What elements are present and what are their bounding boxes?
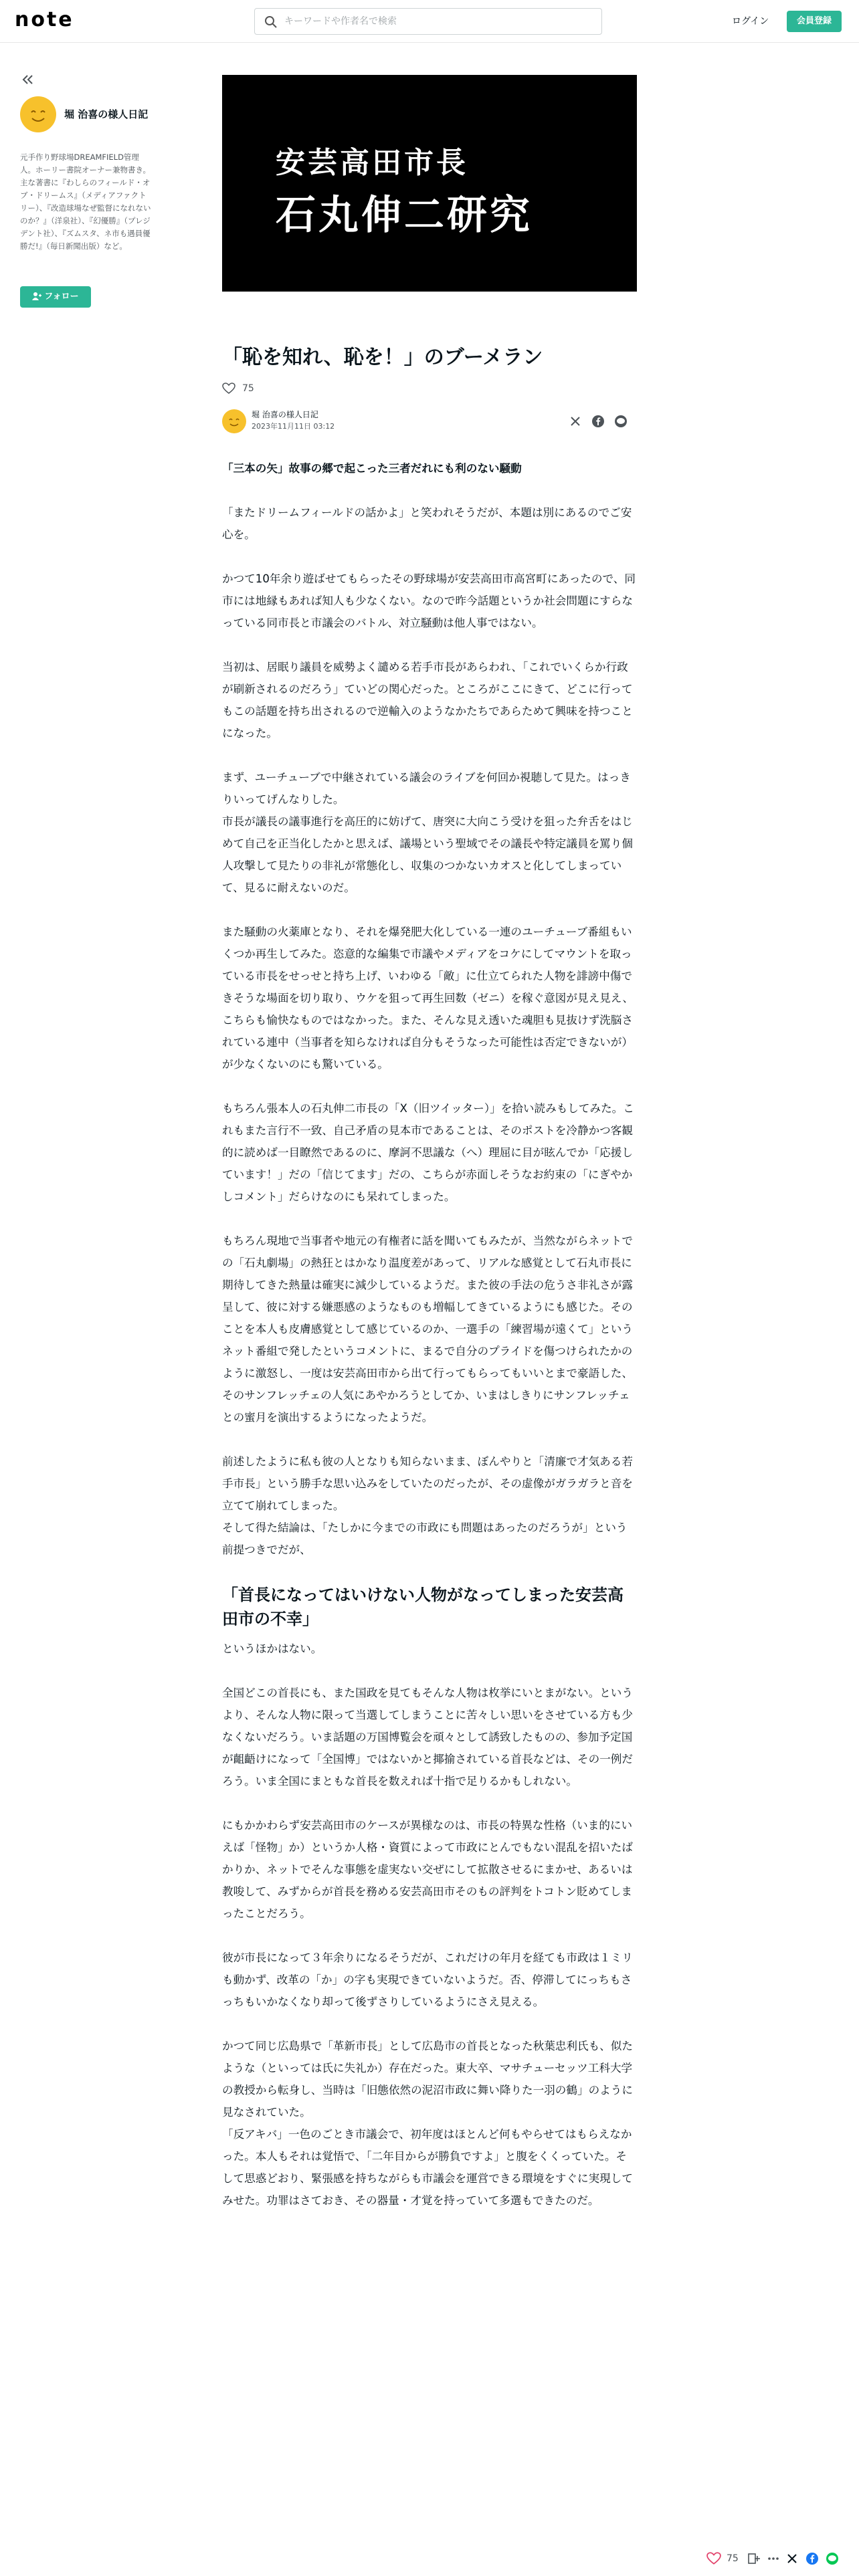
search-input[interactable] (284, 9, 592, 34)
note-logo[interactable]: note (15, 8, 74, 31)
hero-image (222, 75, 637, 292)
x-share-icon[interactable] (569, 415, 582, 428)
add-user-icon (32, 292, 41, 300)
paragraph-5: また騒動の火薬庫となり、それを爆発肥大化している一連のユーチューブ番組もいくつか再生してみた。恣意的な編集で市議やメディアをコケにしてマウントを取っている市長をせっせと持ち上げ、いわゆる「敵」に仕立てられた人物を誹謗中傷できそうな場面を切り取り、ウケを狙って再生回数（ゼニ）を稼ぐ意図が見え見え、こちらも愉快なものではなかった。また、そんな見え透いた魂胆も見抜けず洗脳されている連中（当事者を知らなければ自分もそうなった可能性は否定できないが）が少なくないのにも驚いている。 (222, 926, 634, 1071)
paragraph-8: 前述したように私も彼の人となりも知らないまま、ぼんやりと「清廉で才気ある若手市長」という勝手な思い込みをしていたのだったが、その虚像がガラガラと音を立てて崩れてしまった。 そして得た結論は、「たしかに今までの市政にも問題はあったのだろうが」という前提つきでだが、 (222, 1455, 633, 1556)
facebook-share-icon[interactable] (591, 415, 605, 428)
collapse-sidebar-icon[interactable] (20, 72, 35, 87)
article-main (222, 75, 637, 2234)
magazine-add-icon[interactable] (747, 2552, 760, 2565)
paragraph-6: もちろん張本人の石丸伸二市長の「X（旧ツイッター）」を拾い読みもしてみた。これもまた言行不一致、自己矛盾の見本市であることは、そのポストを冷静かつ客観的に読めば一目瞭然であるのに、摩訶不思議な（へ）理屈に目が眩んでか「応援しています！」だの「信じてます」だの、こちらが赤面しそうなお約束の「にぎやかしコメント」だらけなのにも呆れてしまった。 (222, 1102, 634, 1203)
more-options-icon[interactable] (767, 2552, 780, 2565)
like-count: 75 (242, 383, 254, 394)
signup-button[interactable]: 会員登録 (787, 11, 842, 32)
global-header (0, 0, 859, 43)
like-row (222, 381, 637, 396)
author-name[interactable]: 堀 治喜の様人日記 (252, 410, 318, 419)
sidebar-avatar[interactable] (20, 96, 56, 132)
sidebar-author-name[interactable]: 堀 治喜の様人日記 (64, 108, 149, 120)
paragraph-1: 「またドリームフィールドの話かよ」と笑われそうだが、本題は別にあるのでご安心を。 (222, 506, 632, 541)
follow-button[interactable] (20, 286, 91, 308)
float-like-count: 75 (727, 2553, 739, 2564)
section-heading: 「首長になってはいけない人物がなってしまった安芸高田市の不幸」 (222, 1586, 624, 1628)
float-line-share-icon[interactable] (826, 2552, 839, 2565)
smiley-small-icon (222, 409, 246, 433)
heart-icon[interactable] (222, 383, 235, 395)
hero-line1: 安芸高田市長 (276, 146, 468, 180)
float-heart-icon[interactable] (706, 2552, 721, 2565)
login-link[interactable]: ログイン (732, 16, 769, 27)
line-share-icon[interactable] (614, 415, 628, 428)
sidebar-author-bio: 元手作り野球場DREAMFIELD管理人。ホーリー書院オーナー兼物書き。主な著書に『わしらのフィールド・オブ・ドリームス』（メディアファクトリー）、『改造球場なぜ監督になれないのか？』（洋泉社）、『幻優勝』（プレジデント社）、『ズムスタ、ネ市も遇員優勝だ!』（毎日新聞出版）など。 (20, 152, 151, 251)
author-meta (222, 408, 637, 435)
paragraph-13: かつて同じ広島県で「革新市長」として広島市の首長となった秋葉忠利氏も、似たような（といっては氏に失礼か）存在だった。東大卒、マサチューセッツ工科大学の教授から転身し、当時は「旧態依然の泥沼市政に舞い降りた一羽の鶴」のように見なされていた。 「反アキバ」一色のごとき市議会で、初年度はほとんど何もやらせてはもらえなかった。本人もそれは覚悟で、「二年目からが勝負ですよ」と腹をくくっていた。そして思惑どおり、緊張感を持ちながらも市議会を運営できる環境をすぐに実現してみせた。功罪はさておき、その器量・才覚を持っていて多選もできたのだ。 (222, 2040, 633, 2207)
paragraph-10: 全国どこの首長にも、また国政を見てもそんな人物は枚挙にいとまがない。というより、そんな人物に限って当選してしまうことに苦々しい思いをさせている方も少なくないだろう。いま話題の万国博覧会を頑々として誘致したものの、参加予定国が齟齬けになって「全国博」ではないかと揶揄されている首長などは、その一例だろう。いま全国にまともな首長を数えれば十指で足りるかもしれない。 (222, 1687, 633, 1788)
float-facebook-share-icon[interactable] (805, 2552, 819, 2565)
search-icon (264, 15, 278, 29)
article-body (222, 457, 637, 2212)
paragraph-3: 当初は、居眠り議員を威勢よく譴める若手市長があらわれ、「これでいくらか行政が刷新されるのだろう」ていどの関心だった。ところがここにきて、どこに行ってもこの話題を持ち出されるので逆輸入のようなかたちであらためて興味を持つことになった。 (222, 661, 633, 740)
hero-line2: 石丸伸二研究 (276, 192, 533, 239)
article-lead: 「三本の矢」故事の郷で起こった三者だれにも利のない騒動 (222, 462, 522, 475)
paragraph-2: かつて10年余り遊ばせてもらったその野球場が安芸高田市高宮町にあったので、同市には地縁もあれば知人も少なくない。なので昨今話題というか社会問題にすらなっている同市長と市議会のバトル、対立騒動は他人事ではない。 (222, 572, 636, 629)
paragraph-4: まず、ユーチューブで中継されている議会のライブを何回か視聴して見た。はっきりいってげんなりした。 市長が議長の議事進行を高圧的に妨げて、唐突に大向こう受けを狙った弁舌をはじめて自己を正当化したかと思えば、議場という聖域でその議長や特定議員を罵り個人攻撃して見たりの非礼が常態化し、収集のつかないカオスと化してしまっていて、見るに耐えないのだ。 (222, 771, 633, 894)
article-title: 「恥を知れ、恥を！」のブーメラン (222, 346, 543, 369)
smiley-avatar-icon (20, 96, 56, 132)
paragraph-7: もちろん現地で当事者や地元の有権者に話を聞いてもみたが、当然ながらネットでの「石丸劇場」の熱狂とはかなり温度差があって、リアルな感覚として石丸市長に期待してきた熱量は確実に減少しているようだ。また彼の手法の危うさ非礼さが露呈して、彼に対する嫌悪感のようなものも増幅してきているようにも感じた。そのことを本人も皮膚感覚として感じているのか、一選手の「練習場が遠くて」というネット番組で発したというコメントに、まるで自分のプライドを傷つけられたかのように激怒し、一度は安芸高田市から出て行ってもらってもいいとまで豪語した、そのサンフレッチェの人気にあやかろうとしてか、いまはしきりにサンフレッチェとの蜜月を演出するようになったようだ。 (222, 1235, 633, 1424)
paragraph-11: にもかかわらず安芸高田市のケースが異様なのは、市長の特異な性格（いま的にいえば「怪物」か）というか人格・資質によって市政にとんでもない混乱を招いたばかりか、ネットでそんな事態を虚実ない交ぜにして拡散させるにまかせ、あるいは教唆して、みずからが首長を務める安芸高田市そのもの評判をトコトン貶めてしまったことだろう。 (222, 1819, 633, 1920)
follow-label: フォロー (44, 292, 79, 302)
publish-date: 2023年11月11日 03:12 (252, 422, 335, 431)
author-avatar[interactable] (222, 409, 246, 433)
paragraph-9: というほかはない。 (222, 1642, 322, 1655)
floating-action-bar (696, 2544, 859, 2573)
paragraph-12: 彼が市長になって３年余りになるそうだが、これだけの年月を経ても市政は１ミリも動かず、改革の「か」の字も実現できていないようだ。否、停滞してにっちもさっちもいかなくなり却って後ずさりしているようにさえ見える。 (222, 1951, 633, 2008)
search-box[interactable] (254, 8, 602, 35)
float-x-share-icon[interactable] (785, 2552, 799, 2565)
